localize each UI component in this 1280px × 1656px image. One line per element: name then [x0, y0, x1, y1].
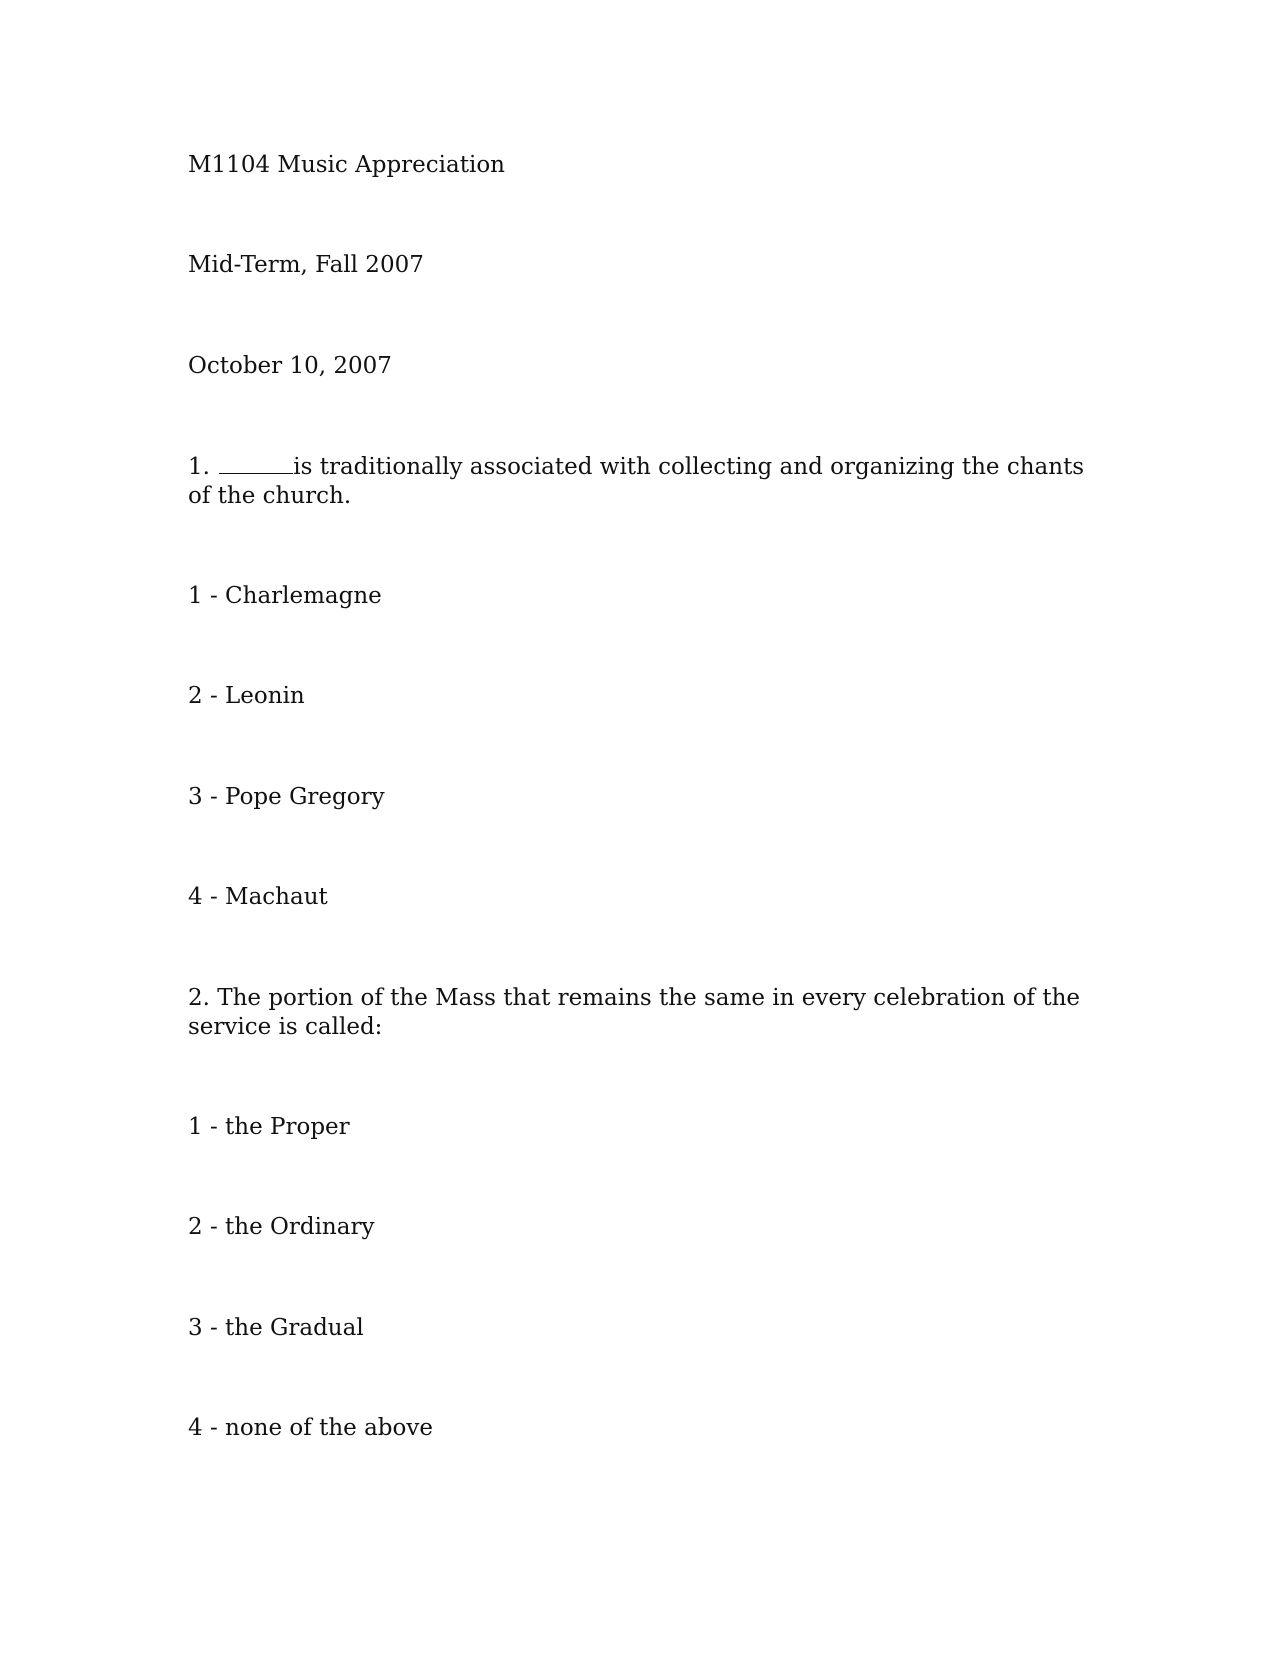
question-2-option-2: 2 - the Ordinary [188, 1214, 375, 1240]
answer-blank [219, 455, 293, 474]
question-1-number: 1. [188, 454, 210, 480]
question-1 [188, 453, 1088, 511]
question-2-option-3: 3 - the Gradual [188, 1315, 364, 1341]
exam-title: Mid-Term, Fall 2007 [188, 252, 424, 278]
question-1-option-3: 3 - Pope Gregory [188, 784, 385, 810]
question-2-option-4: 4 - none of the above [188, 1415, 433, 1441]
question-1-option-2: 2 - Leonin [188, 683, 305, 709]
question-2: 2. The portion of the Mass that remains the same in every celebration of the service is called: [188, 985, 1081, 1040]
question-1-option-4: 4 - Machaut [188, 884, 328, 910]
question-1-text: is traditionally associated with collecting and organizing the chants of the church. [188, 454, 1085, 509]
question-2-option-1: 1 - the Proper [188, 1114, 350, 1140]
question-1-option-1: 1 - Charlemagne [188, 583, 382, 609]
exam-date: October 10, 2007 [188, 353, 392, 379]
course-title: M1104 Music Appreciation [188, 152, 505, 178]
